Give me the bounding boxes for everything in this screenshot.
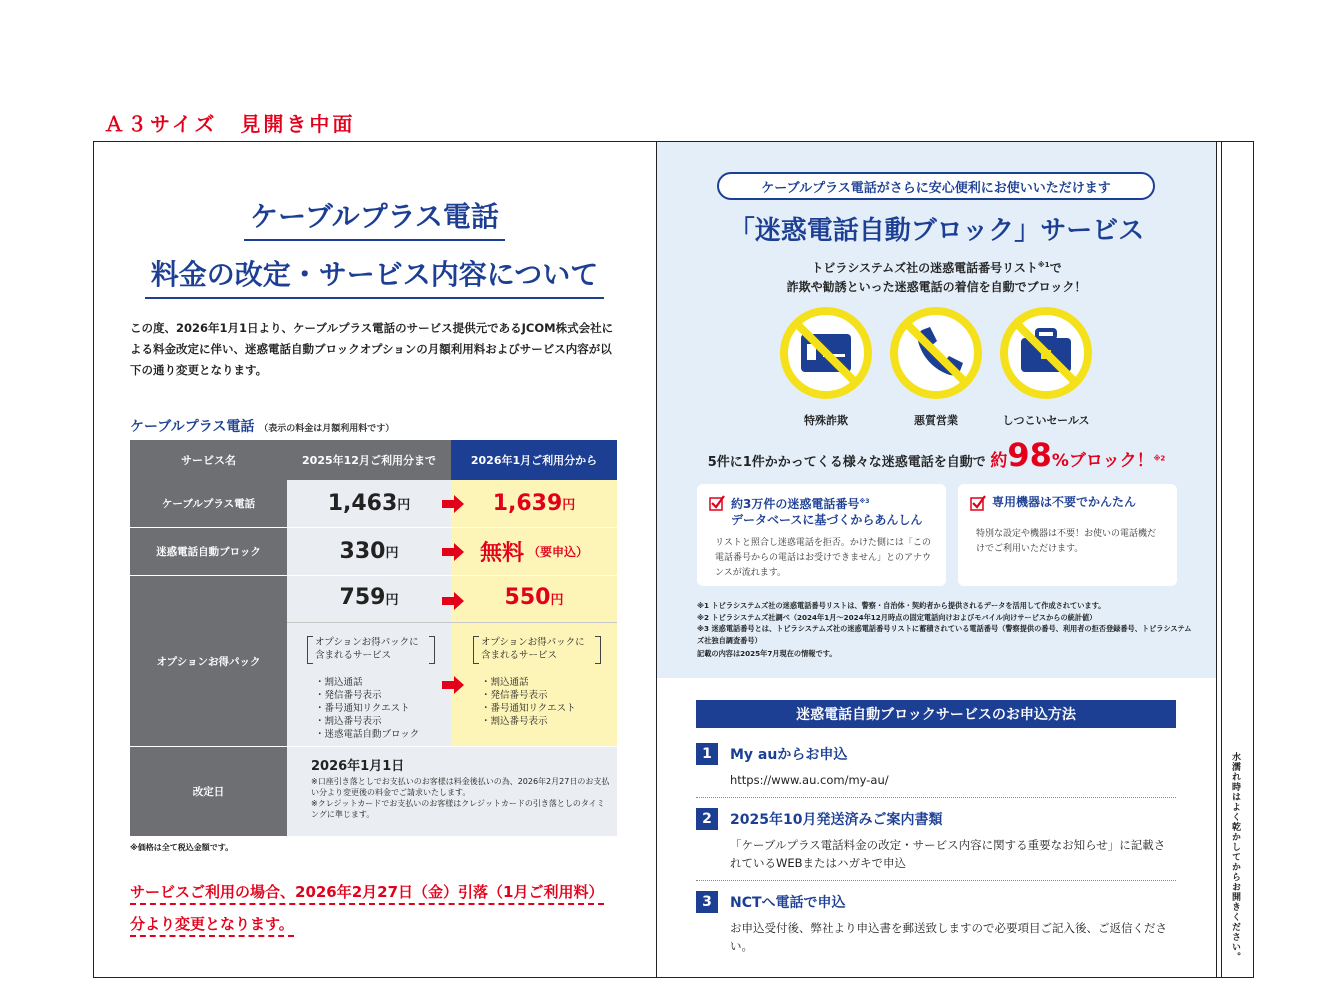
row-name-cable-plus: ケーブルプラス電話 xyxy=(130,480,287,527)
title-line-1: ケーブルプラス電話 xyxy=(244,195,505,241)
billing-change-note xyxy=(130,876,630,940)
pack-new-head: オプションお得パックに含まれるサービス xyxy=(473,636,601,662)
feature-card-body: リストと照合し迷惑電話を拒否。かけた側には「この電話番号からの電話はお受けできません」とのアナウンスが流れます。 xyxy=(715,538,932,578)
dotted-divider xyxy=(696,880,1176,881)
list-item: ・割込通話 xyxy=(315,677,363,688)
list-item: ・発信番号表示 xyxy=(315,690,382,701)
billing-note-line1: サービスご利用の場合、2026年2月27日（金）引落（1月ご利用料） xyxy=(130,883,604,905)
service-subtitle: トビラシステムズ社の迷惑電話番号リスト$^{※1}$で 詐欺や勧誘といった迷惑電話の着信を自動でブロック！ xyxy=(786,261,1087,294)
billing-note-line2: 分より変更となります。 xyxy=(130,915,294,937)
list-item: ・割込番号表示 xyxy=(481,716,548,727)
step-title: NCTへ電話で申込 xyxy=(730,895,846,911)
header-old-period: 2025年12月ご利用分まで xyxy=(287,440,451,480)
tax-note: ※価格は全て税込金額です。 xyxy=(130,843,234,852)
phone-icon xyxy=(889,306,983,400)
row-name-auto-block: 迷惑電話自動ブロック xyxy=(130,528,287,575)
table-caption xyxy=(130,416,394,436)
dotted-divider xyxy=(696,797,1176,798)
arrow-right-icon xyxy=(442,592,464,610)
revision-note-1: ※口座引き落としでお支払いのお客様は料金後払いの為、2026年2月27日のお支払い分より変更後の料金でご請求いたします。 xyxy=(311,777,610,797)
table-caption-note: （表示の料金は月額利用料です） xyxy=(259,424,395,434)
step-number: 2 xyxy=(696,808,718,830)
old-price-cable-plus: 1,463 円 xyxy=(287,480,451,527)
new-price-auto-block: 無料 （要申込） xyxy=(451,528,617,575)
row-name-revision: 改定日 xyxy=(130,747,287,836)
pack-old-list xyxy=(307,636,435,741)
footnotes xyxy=(697,600,1197,660)
list-item: ・番号通知リクエスト xyxy=(315,703,410,714)
icon-malicious-sales xyxy=(886,306,986,428)
arrow-right-icon xyxy=(442,676,464,694)
step-number: 3 xyxy=(696,891,718,913)
step-title: 2025年10月発送済みご案内書類 xyxy=(730,812,943,828)
pack-new-list xyxy=(473,636,601,728)
step-title: My auからお申込 xyxy=(730,747,848,763)
icon-label-persistent: しつこいセールス xyxy=(1002,414,1090,427)
new-price-option-pack: 550円 xyxy=(451,576,617,746)
arrow-right-icon xyxy=(442,495,464,513)
feature-card-database: 約3万件の迷惑電話番号$^{※3}$ データベースに基づくからあんしん リストと照合し迷惑電話を拒否。かけた側には「この電話番号からの電話はお受けできません」とのアナウンスが流れます。 xyxy=(697,484,946,586)
row-name-option-pack: オプションお得パック xyxy=(130,576,287,746)
intro-pill: ケーブルプラス電話がさらに安心便利にお使いいただけます xyxy=(717,172,1155,200)
footnote-1: ※1 トビラシステムズ社の迷惑電話番号リストは、警察・自治体・契約者から提供されるデータを活用して作成されています。 xyxy=(697,601,1106,610)
list-item: ・迷惑電話自動ブロック xyxy=(315,729,420,740)
old-price-option-pack: 759円 xyxy=(287,576,451,746)
list-item: ・番号通知リクエスト xyxy=(481,703,576,714)
my-au-link[interactable]: https://www.au.com/my-au/ xyxy=(730,773,889,787)
side-note: 水濡れ時はよく乾かしてからお開きください。 xyxy=(1230,752,1240,962)
apply-method-heading: 迷惑電話自動ブロックサービスのお申込方法 xyxy=(696,700,1176,728)
title-line-2: 料金の改定・サービス内容について xyxy=(145,253,604,299)
revision-date: 2026年1月1日 xyxy=(311,759,405,774)
step-body: お申込受付後、弊社より申込書を郵送致しますので必要項目ご記入後、ご返信ください。 xyxy=(730,921,1167,953)
revision-note-2: ※クレジットカードでお支払いのお客様はクレジットカードの引き落としのタイミングに準じます。 xyxy=(311,799,605,819)
pack-old-head: オプションお得パックに含まれるサービス xyxy=(307,636,435,662)
intro-text: この度、2026年1月1日より、ケーブルプラス電話のサービス提供元であるJCOM株式会社による料金改定に伴い、迷惑電話自動ブロックオプションの月額利用料およびサービス内容が以下の通り変更となります。 xyxy=(130,321,614,377)
table-caption-title: ケーブルプラス電話 xyxy=(130,419,255,435)
check-icon xyxy=(970,495,986,511)
step-body: 「ケーブルプラス電話料金の改定・サービス内容に関する重要なお知らせ」に記載されているWEBまたはハガキで申込 xyxy=(730,838,1166,870)
briefcase-icon xyxy=(999,306,1093,400)
icon-label-fraud: 特殊詐欺 xyxy=(804,414,848,427)
new-price-cable-plus: 1,639 円 xyxy=(451,480,617,527)
credit-card-icon xyxy=(779,306,873,400)
header-service-name: サービス名 xyxy=(130,440,287,480)
service-title: 「迷惑電話自動ブロック」サービス xyxy=(728,216,1145,246)
footnote-2: ※2 トビラシステムズ社調べ（2024年1月～2024年12月時点の固定電話向けおよびモバイル向けサービスからの統計値） xyxy=(697,612,1097,622)
footnote-4: 記載の内容は2025年7月現在の情報です。 xyxy=(697,649,837,658)
page-label: Ａ３サイズ 見開き中面 xyxy=(104,112,356,136)
step-number: 1 xyxy=(696,743,718,765)
header-new-period: 2026年1月ご利用分から xyxy=(451,440,617,480)
icon-label-malicious: 悪質営業 xyxy=(914,414,958,427)
check-icon xyxy=(709,495,725,511)
revision-notes xyxy=(311,776,611,820)
row-divider xyxy=(287,622,617,623)
list-item: ・発信番号表示 xyxy=(481,690,548,701)
feature-card-body: 特別な設定や機器は不要！お使いの電話機だけでご利用いただけます。 xyxy=(976,529,1157,554)
list-item: ・割込番号表示 xyxy=(315,716,382,727)
page-title xyxy=(93,195,656,299)
block-rate: 5件に1件かかってくる様々な迷惑電話を自動で 約98%ブロック！$^{※2}$ xyxy=(707,436,1166,474)
arrow-right-icon xyxy=(442,543,464,561)
list-item: ・割込通話 xyxy=(481,677,529,688)
feature-card-no-device: 専用機器は不要でかんたん 特別な設定や機器は不要！お使いの電話機だけでご利用いただけます。 xyxy=(958,484,1177,586)
old-price-auto-block: 330 円 xyxy=(287,528,451,575)
icon-persistent-sales xyxy=(996,306,1096,428)
icon-fraud xyxy=(776,306,876,428)
footnote-3: ※3 迷惑電話番号とは、トビラシステムズ社の迷惑電話番号リストに蓄積されている電話番号（警察提供の番号、利用者の拒否登録番号、トビラシステムズ社独自調査番号） xyxy=(697,624,1192,645)
